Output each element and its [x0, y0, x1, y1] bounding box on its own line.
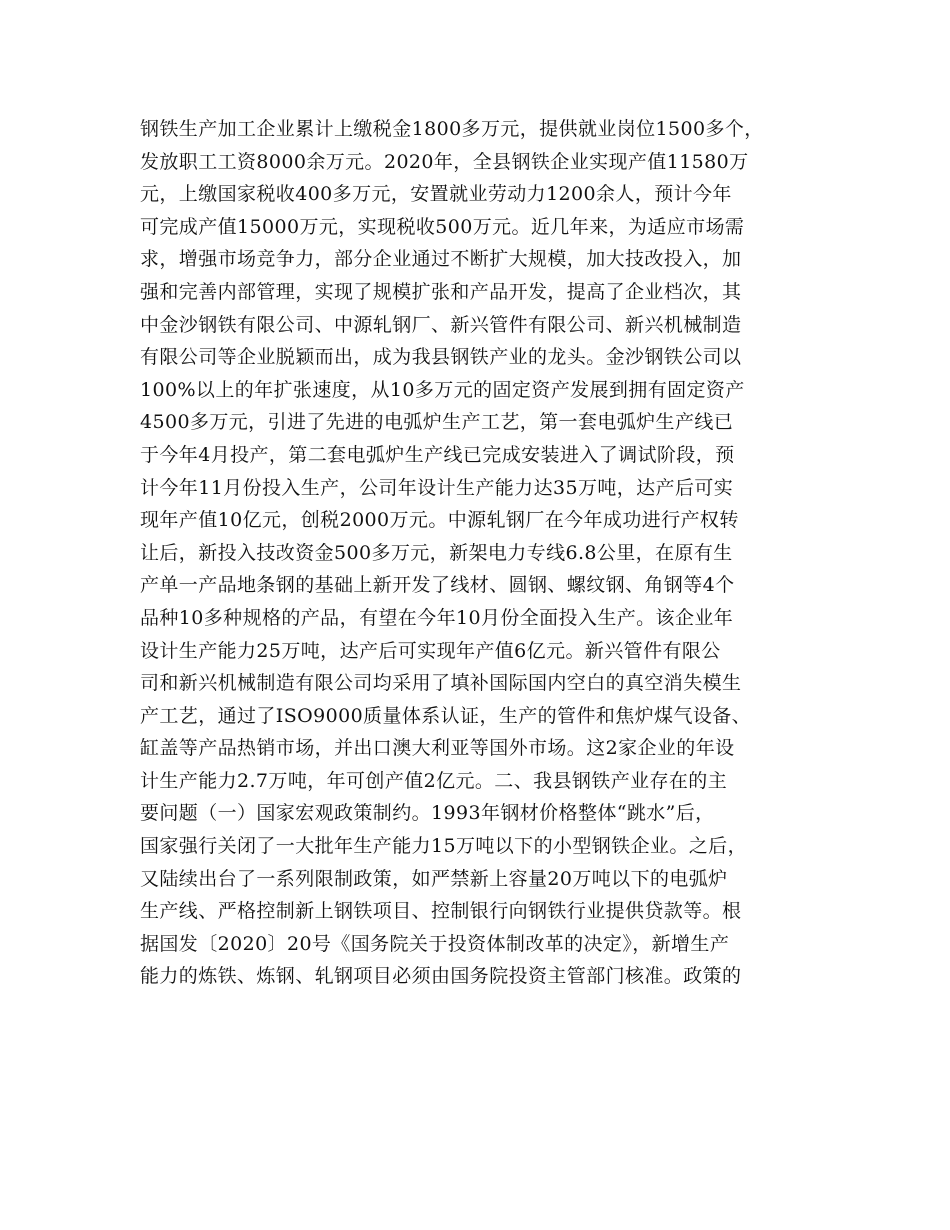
body-text [140, 113, 830, 993]
text-line: 生产线、严格控制新上钢铁项目、控制银行向钢铁行业提供贷款等。根 [140, 900, 742, 923]
text-line: 产工艺，通过了ISO9000质量体系认证，生产的管件和焦炉煤气设备、 [140, 704, 752, 727]
text-line: 据国发〔2020〕20号《国务院关于投资体制改革的决定》，新增生产 [140, 932, 730, 955]
text-line: 钢铁生产加工企业累计上缴税金1800多万元，提供就业岗位1500多个， [140, 118, 764, 140]
text-line: 又陆续出台了一系列限制政策，如严禁新上容量20万吨以下的电弧炉 [140, 867, 728, 890]
text-line: 求，增强市场竞争力，部分企业通过不断扩大规模，加大技改投入，加 [140, 248, 742, 271]
text-line: 中金沙钢铁有限公司、中源轧钢厂、新兴管件有限公司、新兴机械制造 [140, 313, 742, 336]
text-line: 有限公司等企业脱颖而出，成为我县钢铁产业的龙头。金沙钢铁公司以 [140, 346, 742, 369]
text-line: 发放职工工资8000余万元。2020年，全县钢铁企业实现产值11580万 [140, 150, 749, 173]
text-line: 司和新兴机械制造有限公司均采用了填补国际国内空白的真空消失模生 [140, 672, 742, 695]
text-line: 强和完善内部管理，实现了规模扩张和产品开发，提高了企业档次，其 [140, 280, 742, 303]
text-line: 设计生产能力25万吨，达产后可实现年产值6亿元。新兴管件有限公 [140, 639, 721, 662]
text-line: 现年产值10亿元，创税2000万元。中源轧钢厂在今年成功进行产权转 [140, 509, 739, 532]
text-line: 品种10多种规格的产品，有望在今年10月份全面投入生产。该企业年 [140, 606, 734, 629]
text-line: 于今年4月投产，第二套电弧炉生产线已完成安装进入了调试阶段，预 [140, 443, 735, 466]
text-line: 100%以上的年扩张速度，从10多万元的固定资产发展到拥有固定资产 [140, 378, 745, 401]
text-line: 4500多万元，引进了先进的电弧炉生产工艺，第一套电弧炉生产线已 [140, 411, 734, 434]
text-line: 缸盖等产品热销市场，并出口澳大利亚等国外市场。这2家企业的年设 [140, 737, 735, 760]
text-line: 让后，新投入技改资金500多万元，新架电力专线6.8公里，在原有生 [140, 541, 733, 564]
text-line: 计今年11月份投入生产，公司年设计生产能力达35万吨，达产后可实 [140, 476, 734, 499]
text-line: 能力的炼铁、炼钢、轧钢项目必须由国务院投资主管部门核准。政策的 [140, 965, 742, 988]
text-line: 可完成产值15000万元，实现税收500万元。近几年来，为适应市场需 [140, 215, 745, 238]
text-line: 产单一产品地条钢的基础上新开发了线材、圆钢、螺纹钢、角钢等4个 [140, 574, 735, 597]
text-line: 国家强行关闭了一大批年生产能力15万吨以下的小型钢铁企业。之后， [140, 835, 747, 858]
text-line: 计生产能力2.7万吨，年可创产值2亿元。二、我县钢铁产业存在的主 [140, 769, 728, 792]
text-line: 要问题（一）国家宏观政策制约。1993年钢材价格整体“跳水”后， [140, 802, 715, 825]
text-line: 元，上缴国家税收400多万元，安置就业劳动力1200余人，预计今年 [140, 183, 732, 206]
